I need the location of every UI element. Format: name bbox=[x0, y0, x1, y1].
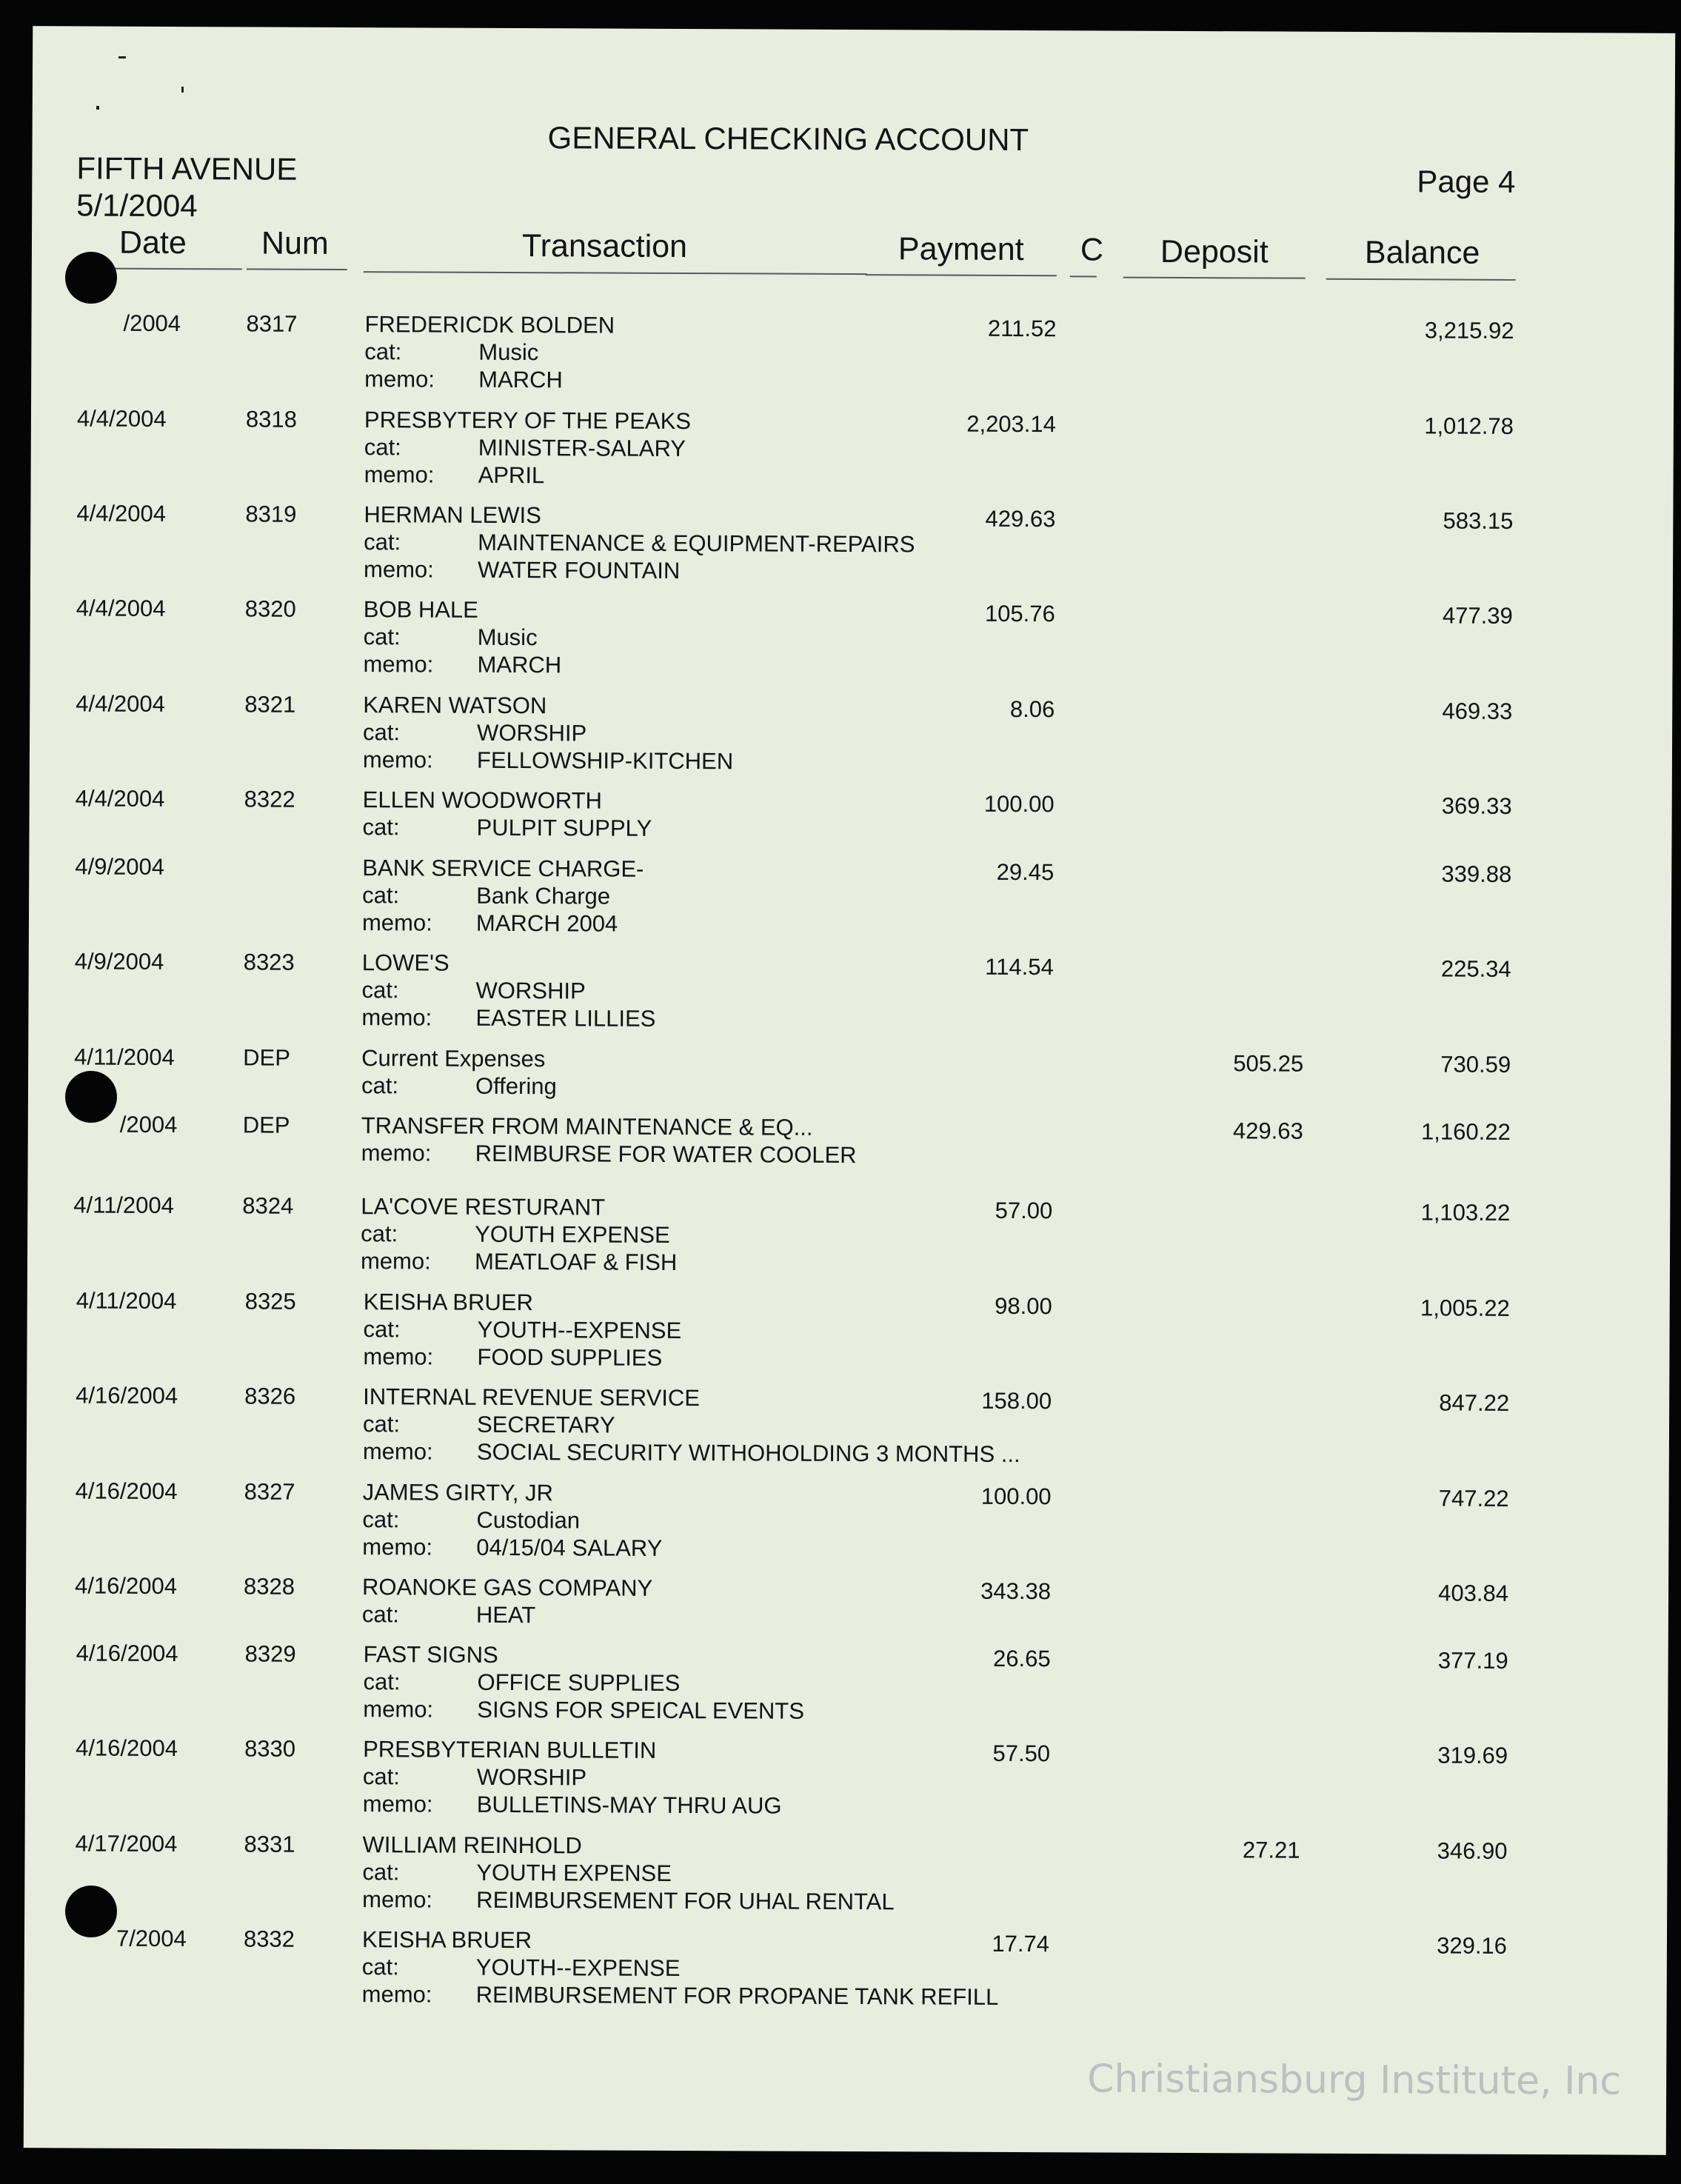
txn-date: 4/16/2004 bbox=[75, 1477, 178, 1505]
txn-num: 8322 bbox=[244, 786, 295, 812]
report-date: 5/1/2004 bbox=[76, 187, 198, 224]
txn-payment: 17.74 bbox=[992, 1930, 1050, 1957]
cat-label: cat: bbox=[362, 1763, 400, 1790]
txn-balance: 847.22 bbox=[1439, 1389, 1510, 1416]
cat-label: cat: bbox=[361, 1954, 399, 1980]
txn-num: 8329 bbox=[244, 1640, 296, 1667]
txn-payment: 98.00 bbox=[995, 1292, 1052, 1320]
txn-category: Bank Charge bbox=[476, 882, 611, 909]
transaction-row bbox=[27, 1381, 1670, 1477]
cat-label: cat: bbox=[362, 814, 400, 841]
txn-date: /2004 bbox=[123, 310, 181, 337]
txn-payment: 343.38 bbox=[980, 1577, 1052, 1605]
account-title: GENERAL CHECKING ACCOUNT bbox=[547, 120, 1029, 158]
txn-category: WORSHIP bbox=[476, 1763, 587, 1791]
txn-payment: 29.45 bbox=[996, 858, 1055, 886]
cat-label: cat: bbox=[364, 434, 401, 461]
txn-payment: 8.06 bbox=[1009, 695, 1055, 723]
txn-num: 8324 bbox=[242, 1192, 294, 1219]
txn-payment: 114.54 bbox=[985, 953, 1054, 981]
txn-date: 4/11/2004 bbox=[74, 1043, 175, 1071]
txn-date: 4/4/2004 bbox=[76, 690, 166, 717]
txn-payment: 429.63 bbox=[985, 505, 1056, 532]
transaction-row bbox=[27, 1191, 1671, 1287]
txn-category: YOUTH EXPENSE bbox=[475, 1220, 670, 1248]
memo-label: memo: bbox=[362, 1886, 433, 1913]
txn-balance: 346.90 bbox=[1437, 1837, 1508, 1864]
txn-category: Offering bbox=[475, 1072, 557, 1100]
punch-hole-bottom bbox=[65, 1886, 117, 1937]
memo-label: memo: bbox=[361, 1981, 432, 2008]
txn-balance: 3,215.92 bbox=[1424, 317, 1514, 344]
cat-label: cat: bbox=[364, 529, 401, 555]
txn-num: 8332 bbox=[243, 1926, 295, 1952]
cat-label: cat: bbox=[361, 1072, 399, 1099]
txn-payee: WILLIAM REINHOLD bbox=[362, 1831, 582, 1859]
txn-memo: REIMBURSE FOR WATER COOLER bbox=[475, 1140, 857, 1169]
col-transaction-rule bbox=[364, 271, 867, 275]
txn-memo: REIMBURSEMENT FOR UHAL RENTAL bbox=[476, 1886, 895, 1915]
txn-memo: MARCH 2004 bbox=[475, 909, 618, 937]
txn-num: 8317 bbox=[246, 310, 298, 337]
txn-payee: HERMAN LEWIS bbox=[364, 501, 541, 529]
txn-category: WORSHIP bbox=[477, 719, 587, 747]
txn-balance: 377.19 bbox=[1437, 1647, 1508, 1674]
txn-num: 8318 bbox=[245, 406, 297, 433]
txn-balance: 1,012.78 bbox=[1424, 413, 1514, 439]
txn-category: WORSHIP bbox=[475, 977, 586, 1004]
txn-date: /2004 bbox=[119, 1111, 178, 1138]
transaction-row bbox=[25, 1734, 1668, 1830]
memo-label: memo: bbox=[362, 747, 433, 773]
txn-num: 8325 bbox=[244, 1288, 296, 1315]
col-cleared-rule bbox=[1070, 275, 1097, 277]
memo-label: memo: bbox=[363, 1343, 434, 1370]
txn-num: 8319 bbox=[245, 501, 297, 527]
txn-payee: BOB HALE bbox=[363, 596, 478, 623]
txn-payee: LA'COVE RESTURANT bbox=[361, 1193, 606, 1220]
col-num: Num bbox=[261, 225, 329, 261]
txn-payment: 211.52 bbox=[987, 315, 1057, 342]
txn-category: Custodian bbox=[476, 1506, 581, 1534]
txn-num: 8331 bbox=[244, 1831, 295, 1857]
col-deposit: Deposit bbox=[1160, 233, 1269, 270]
txn-payment: 57.00 bbox=[995, 1197, 1053, 1224]
txn-balance: 339.88 bbox=[1441, 861, 1512, 887]
txn-balance: 329.16 bbox=[1437, 1932, 1508, 1959]
txn-num: DEP bbox=[242, 1112, 290, 1138]
txn-category: Music bbox=[477, 624, 538, 651]
transaction-row bbox=[30, 689, 1673, 786]
transaction-row bbox=[30, 594, 1673, 690]
memo-label: memo: bbox=[363, 556, 434, 583]
txn-date: 4/16/2004 bbox=[76, 1640, 178, 1667]
txn-payment: 105.76 bbox=[984, 600, 1055, 627]
page-number: Page 4 bbox=[1417, 164, 1516, 199]
memo-label: memo: bbox=[361, 909, 432, 936]
watermark: Christiansburg Institute, Inc bbox=[1087, 2057, 1622, 2104]
txn-num: DEP bbox=[243, 1044, 291, 1071]
txn-date: 7/2004 bbox=[116, 1925, 187, 1952]
txn-payee: KAREN WATSON bbox=[363, 692, 547, 719]
txn-memo: MARCH bbox=[477, 651, 562, 678]
txn-memo: SOCIAL SECURITY WITHOHOLDING 3 MONTHS ... bbox=[476, 1438, 1020, 1468]
memo-label: memo: bbox=[361, 1140, 432, 1166]
txn-num: 8327 bbox=[244, 1478, 295, 1505]
memo-label: memo: bbox=[364, 461, 435, 488]
transaction-row bbox=[27, 1286, 1670, 1383]
col-date-rule bbox=[97, 268, 242, 270]
col-deposit-rule bbox=[1123, 277, 1306, 279]
txn-category: YOUTH--EXPENSE bbox=[477, 1316, 682, 1344]
col-payment: Payment bbox=[898, 231, 1024, 268]
col-transaction: Transaction bbox=[521, 228, 688, 265]
memo-label: memo: bbox=[363, 1696, 434, 1723]
txn-payment: 2,203.14 bbox=[966, 410, 1057, 438]
txn-payment: 158.00 bbox=[981, 1387, 1052, 1415]
txn-balance: 747.22 bbox=[1438, 1485, 1509, 1512]
memo-label: memo: bbox=[363, 651, 434, 678]
txn-memo: FOOD SUPPLIES bbox=[477, 1343, 663, 1371]
txn-memo: 04/15/04 SALARY bbox=[476, 1534, 663, 1561]
txn-num: 8320 bbox=[244, 595, 296, 622]
txn-date: 4/4/2004 bbox=[76, 405, 167, 432]
punch-hole-middle bbox=[65, 1071, 117, 1123]
cat-label: cat: bbox=[363, 719, 401, 746]
txn-num: 8326 bbox=[244, 1383, 296, 1409]
txn-date: 4/4/2004 bbox=[76, 500, 167, 527]
txn-balance: 403.84 bbox=[1438, 1580, 1509, 1606]
txn-deposit: 505.25 bbox=[1233, 1050, 1304, 1077]
transaction-row bbox=[24, 1924, 1668, 2020]
transaction-row bbox=[24, 1829, 1668, 1926]
transaction-row bbox=[31, 404, 1674, 501]
txn-payee: LOWE'S bbox=[361, 949, 450, 976]
col-balance: Balance bbox=[1364, 235, 1480, 271]
txn-memo: APRIL bbox=[478, 461, 545, 489]
transaction-row bbox=[25, 1639, 1668, 1735]
church-name: FIFTH AVENUE bbox=[76, 150, 298, 187]
scan-speck bbox=[118, 56, 126, 59]
cat-label: cat: bbox=[361, 1601, 399, 1628]
txn-category: OFFICE SUPPLIES bbox=[477, 1669, 681, 1697]
txn-num: 8330 bbox=[244, 1735, 296, 1762]
memo-label: memo: bbox=[360, 1248, 431, 1275]
ledger-sheet bbox=[24, 26, 1675, 2155]
txn-deposit: 429.63 bbox=[1232, 1118, 1303, 1144]
txn-balance: 225.34 bbox=[1440, 955, 1511, 982]
cat-label: cat: bbox=[363, 624, 401, 650]
txn-payee: KEISHA BRUER bbox=[361, 1926, 532, 1954]
txn-payee: ELLEN WOODWORTH bbox=[362, 787, 603, 814]
cat-label: cat: bbox=[362, 1506, 400, 1533]
txn-category: SECRETARY bbox=[476, 1411, 615, 1438]
txn-balance: 583.15 bbox=[1443, 507, 1514, 534]
txn-payee: ROANOKE GAS COMPANY bbox=[361, 1574, 653, 1601]
memo-label: memo: bbox=[362, 1534, 433, 1560]
txn-num: 8321 bbox=[244, 691, 296, 718]
transaction-row bbox=[28, 947, 1671, 1043]
txn-payee: JAMES GIRTY, JR bbox=[362, 1479, 553, 1506]
txn-num: 8328 bbox=[243, 1573, 295, 1600]
txn-balance: 369.33 bbox=[1441, 792, 1512, 819]
txn-balance: 1,005.22 bbox=[1420, 1295, 1510, 1321]
txn-category: HEAT bbox=[475, 1601, 536, 1629]
txn-payee: PRESBYTERY OF THE PEAKS bbox=[364, 407, 692, 435]
txn-deposit: 27.21 bbox=[1242, 1837, 1300, 1863]
txn-category: MINISTER-SALARY bbox=[478, 434, 686, 462]
transaction-row bbox=[29, 852, 1672, 949]
scan-speck bbox=[181, 87, 184, 93]
txn-memo: SIGNS FOR SPEICAL EVENTS bbox=[477, 1696, 804, 1724]
transaction-row bbox=[31, 309, 1674, 405]
txn-payment: 100.00 bbox=[983, 790, 1055, 818]
txn-date: 4/9/2004 bbox=[74, 948, 164, 975]
txn-date: 4/17/2004 bbox=[75, 1830, 178, 1857]
cat-label: cat: bbox=[363, 1316, 401, 1343]
scan-speck bbox=[96, 106, 99, 110]
txn-balance: 477.39 bbox=[1442, 602, 1513, 629]
col-num-rule bbox=[247, 268, 347, 270]
txn-payee: FREDERICDK BOLDEN bbox=[364, 311, 615, 338]
col-cleared: C bbox=[1080, 232, 1104, 268]
cat-label: cat: bbox=[363, 1669, 401, 1695]
txn-balance: 1,160.22 bbox=[1421, 1118, 1511, 1145]
memo-label: memo: bbox=[362, 1791, 433, 1817]
txn-memo: BULLETINS-MAY THRU AUG bbox=[476, 1791, 782, 1819]
txn-memo: MARCH bbox=[478, 366, 563, 393]
col-balance-rule bbox=[1326, 278, 1516, 281]
txn-payee: Current Expenses bbox=[361, 1045, 546, 1072]
txn-balance: 1,103.22 bbox=[1420, 1199, 1511, 1226]
txn-payee: KEISHA BRUER bbox=[363, 1289, 533, 1316]
memo-label: memo: bbox=[362, 1438, 433, 1465]
txn-payee: BANK SERVICE CHARGE- bbox=[362, 855, 644, 882]
txn-date: 4/9/2004 bbox=[75, 853, 165, 880]
transaction-row bbox=[26, 1477, 1669, 1573]
txn-memo: WATER FOUNTAIN bbox=[477, 556, 681, 584]
txn-payee: FAST SIGNS bbox=[363, 1641, 498, 1668]
txn-balance: 469.33 bbox=[1442, 698, 1513, 724]
cat-label: cat: bbox=[362, 882, 400, 909]
cat-label: cat: bbox=[364, 338, 402, 365]
memo-label: memo: bbox=[364, 366, 435, 393]
txn-payment: 100.00 bbox=[980, 1483, 1052, 1510]
txn-payment: 26.65 bbox=[993, 1645, 1051, 1672]
cat-label: cat: bbox=[362, 1411, 401, 1437]
txn-date: 4/16/2004 bbox=[76, 1734, 178, 1762]
transaction-row bbox=[30, 499, 1674, 595]
txn-balance: 319.69 bbox=[1437, 1742, 1508, 1769]
txn-num: 8323 bbox=[243, 949, 295, 975]
cat-label: cat: bbox=[361, 1220, 398, 1247]
txn-date: 4/16/2004 bbox=[76, 1382, 178, 1409]
punch-hole-top bbox=[65, 252, 117, 304]
txn-memo: FELLOWSHIP-KITCHEN bbox=[476, 747, 734, 775]
txn-category: YOUTH EXPENSE bbox=[476, 1859, 672, 1886]
txn-date: 4/16/2004 bbox=[74, 1572, 178, 1600]
txn-memo: EASTER LILLIES bbox=[475, 1004, 656, 1032]
col-payment-rule bbox=[866, 274, 1057, 276]
txn-category: MAINTENANCE & EQUIPMENT-REPAIRS bbox=[478, 529, 915, 558]
cat-label: cat: bbox=[362, 1859, 400, 1886]
txn-category: YOUTH--EXPENSE bbox=[475, 1954, 681, 1982]
txn-memo: MEATLOAF & FISH bbox=[474, 1248, 678, 1275]
memo-label: memo: bbox=[361, 1004, 432, 1031]
txn-date: 4/11/2004 bbox=[73, 1192, 175, 1219]
txn-memo: REIMBURSEMENT FOR PROPANE TANK REFILL bbox=[475, 1981, 999, 2010]
txn-payee: PRESBYTERIAN BULLETIN bbox=[363, 1736, 657, 1763]
txn-date: 4/4/2004 bbox=[75, 785, 165, 812]
txn-category: PULPIT SUPPLY bbox=[476, 814, 652, 841]
txn-date: 4/4/2004 bbox=[76, 595, 166, 621]
txn-payment: 57.50 bbox=[992, 1740, 1051, 1767]
txn-balance: 730.59 bbox=[1440, 1051, 1511, 1078]
txn-date: 4/11/2004 bbox=[76, 1287, 177, 1315]
txn-payee: TRANSFER FROM MAINTENANCE & EQ... bbox=[361, 1112, 813, 1141]
txn-payee: INTERNAL REVENUE SERVICE bbox=[363, 1383, 701, 1412]
txn-category: Music bbox=[478, 338, 539, 366]
cat-label: cat: bbox=[361, 977, 399, 1003]
col-date: Date bbox=[118, 224, 187, 261]
